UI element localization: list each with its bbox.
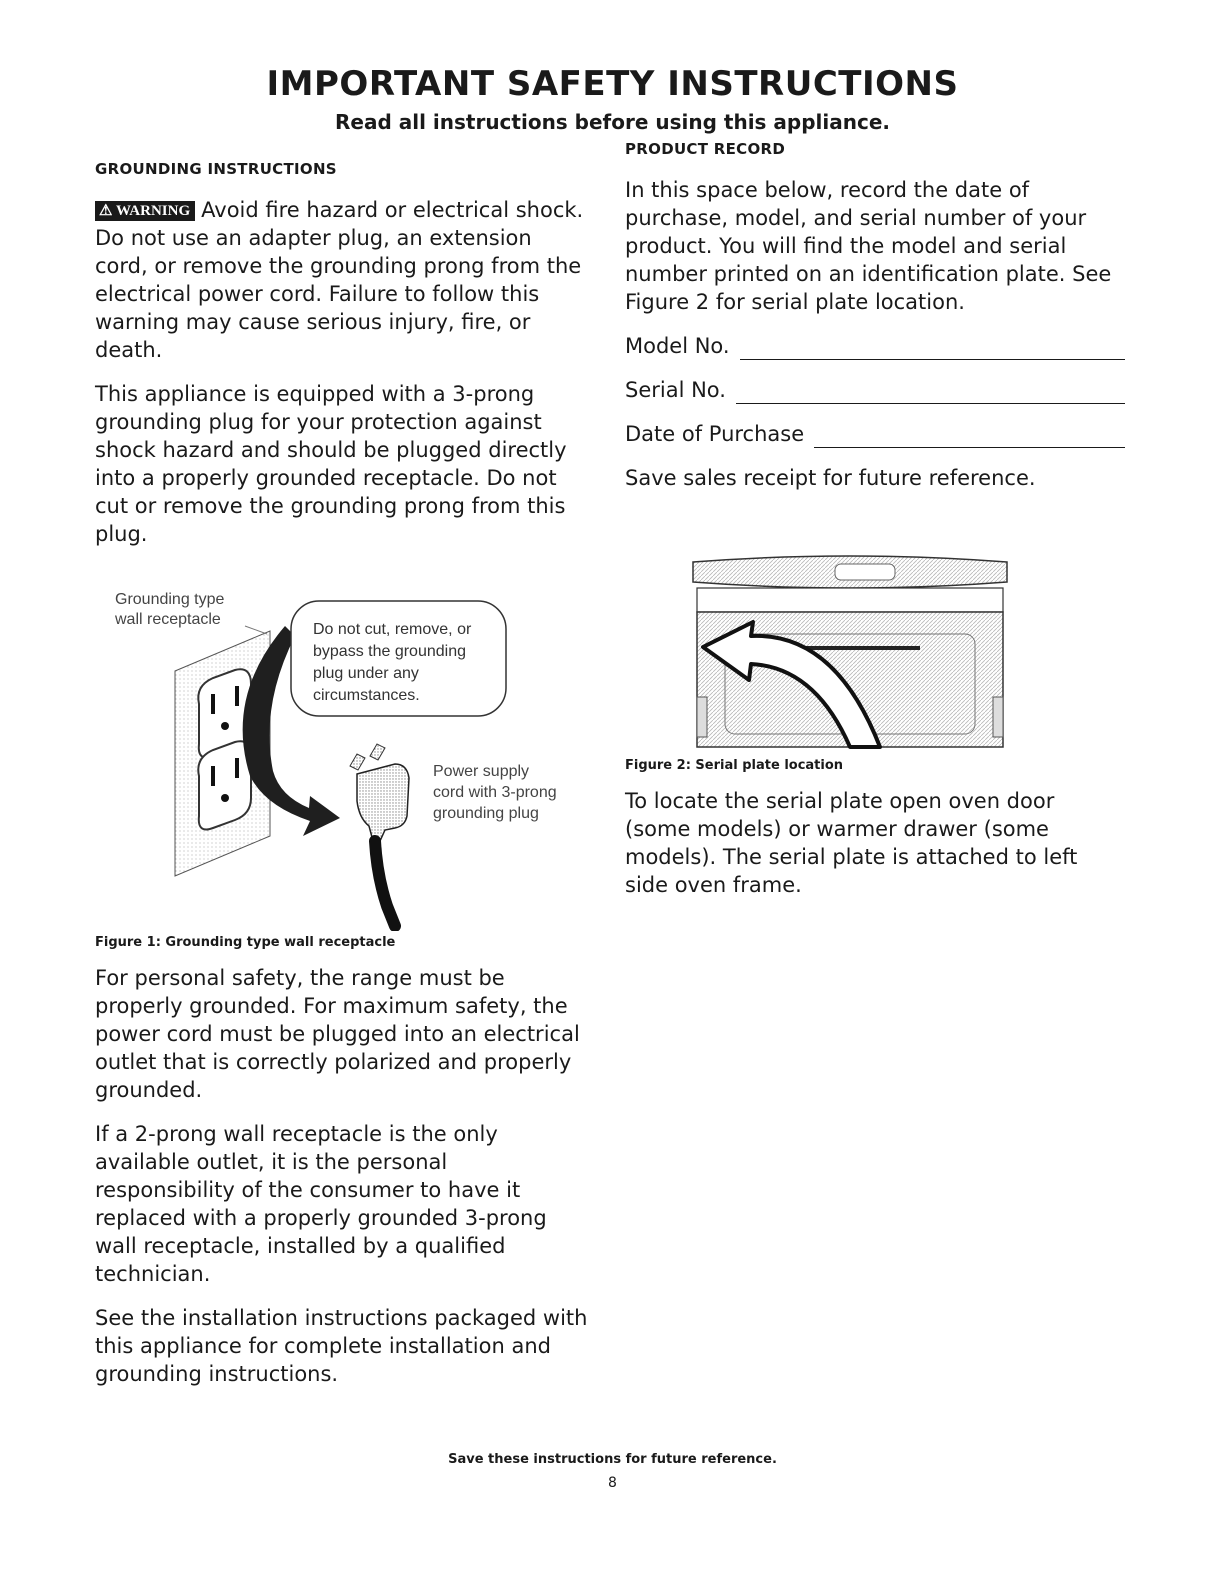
figure-1-caption: Figure 1: Grounding type wall receptacle — [95, 935, 396, 950]
footer-note: Save these instructions for future reference. — [448, 1452, 777, 1467]
warning-badge — [95, 201, 195, 221]
model-number-label: Model No. — [625, 334, 730, 358]
receptacle-label-1: Grounding type — [115, 591, 225, 608]
two-prong-paragraph: If a 2-prong wall receptacle is the only available outlet, it is the personal responsibility of the consumer to have it replaced with a properly grounded 3-prong wall receptacle, installed by a qualified technician. — [95, 1122, 547, 1286]
grounding-plug-paragraph: This appliance is equipped with a 3-prong grounding plug for your protection against shock hazard and should be plugged directly into a properly grounded receptacle. Do not cut or remove the grounding prong from this plug. — [95, 382, 567, 546]
serial-number-line — [625, 376, 1125, 404]
callout-line-2: bypass the grounding — [313, 643, 466, 660]
purchase-date-field[interactable] — [814, 427, 1125, 448]
callout-line-3: plug under any — [313, 665, 419, 682]
locate-serial-paragraph: To locate the serial plate open oven door (some models) or warmer drawer (some models). The serial plate is attached to left side oven frame. — [625, 789, 1078, 897]
cord-label-2: cord with 3-prong — [433, 784, 557, 801]
purchase-date-line — [625, 420, 1125, 448]
serial-number-field[interactable] — [736, 383, 1125, 404]
purchase-date-label: Date of Purchase — [625, 422, 805, 446]
receipt-note: Save sales receipt for future reference. — [625, 466, 1036, 490]
grounding-column — [95, 160, 590, 1404]
warning-badge-label: WARNING — [115, 203, 191, 219]
grounding-plug-icon — [350, 744, 409, 926]
warning-triangle-icon: ⚠ — [99, 203, 113, 219]
page-title: IMPORTANT SAFETY INSTRUCTIONS — [266, 64, 959, 104]
model-number-line — [625, 332, 1125, 360]
product-record-heading: PRODUCT RECORD — [625, 140, 786, 158]
page-subtitle: Read all instructions before using this appliance. — [334, 110, 891, 134]
serial-number-label: Serial No. — [625, 378, 726, 402]
serial-plate-illustration — [685, 552, 1015, 752]
personal-safety-paragraph: For personal safety, the range must be properly grounded. For maximum safety, the power cord must be plugged into an electrical outlet that is correctly polarized and properly grounded. — [95, 966, 580, 1102]
installation-paragraph: See the installation instructions packaged with this appliance for complete installation and grounding instructions. — [95, 1306, 588, 1386]
grounding-illustration — [95, 586, 590, 931]
warning-paragraph — [95, 196, 590, 364]
product-record-intro: In this space below, record the date of purchase, model, and serial number of your product. You will find the model and serial number printed on an identification plate. See Figure 2 for serial plate location. — [625, 178, 1112, 314]
page-number: 8 — [608, 1475, 617, 1491]
cord-label-3: grounding plug — [433, 805, 539, 822]
cord-label-1: Power supply — [433, 763, 530, 780]
figure-1 — [95, 586, 590, 931]
callout-line-1: Do not cut, remove, or — [313, 621, 472, 638]
product-record-column — [625, 140, 1125, 915]
figure-2 — [685, 552, 1015, 752]
warning-text: Avoid fire hazard or electrical shock. Do not use an adapter plug, an extension cord, or remove the grounding prong from the electrical power cord. Failure to follow this warning may cause serious injury, fire, or death. — [95, 198, 584, 362]
figure-2-caption: Figure 2: Serial plate location — [625, 758, 844, 773]
grounding-heading: GROUNDING INSTRUCTIONS — [95, 160, 337, 178]
model-number-field[interactable] — [740, 339, 1125, 360]
receptacle-label-2: wall receptacle — [115, 611, 221, 628]
callout-line-4: circumstances. — [313, 687, 420, 704]
